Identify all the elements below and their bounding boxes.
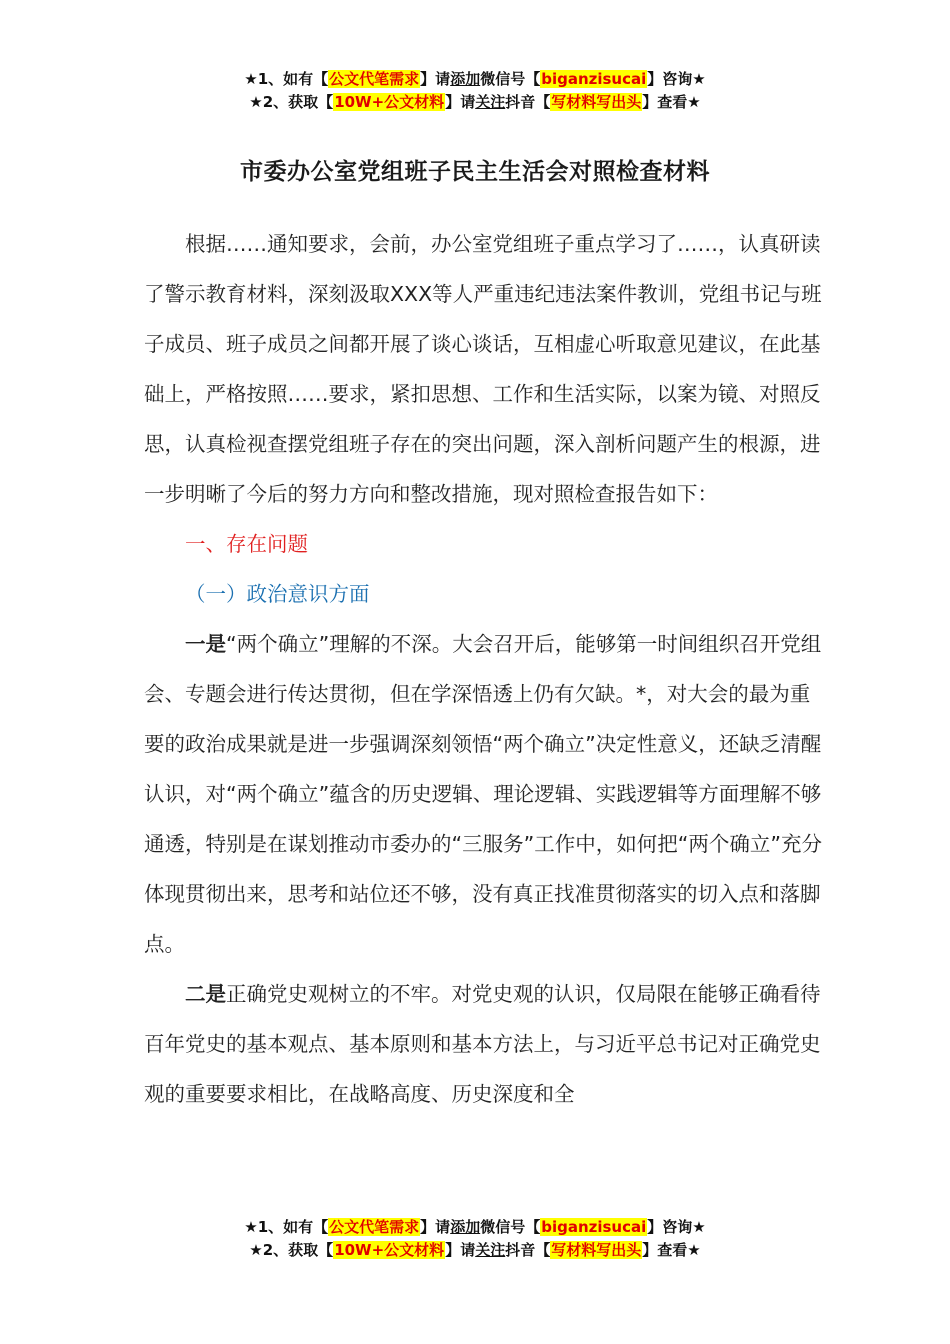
header-banner: [0, 68, 950, 114]
banner-highlight: 公文代笔需求: [329, 70, 420, 88]
banner-wechat-id: biganzisucai: [541, 1218, 647, 1236]
banner-line-2: [0, 1239, 950, 1262]
banner-text: ★1、如有【: [244, 1218, 329, 1236]
banner-wechat-id: biganzisucai: [541, 70, 647, 88]
banner-highlight: 公文代笔需求: [329, 1218, 420, 1236]
banner-text: 】查看★: [642, 1241, 701, 1259]
banner-text: 抖音【: [505, 93, 551, 111]
banner-text: 微信号【: [480, 1218, 541, 1236]
banner-line-2: [0, 91, 950, 114]
paragraph-text: 正确党史观树立的不牢。对党史观的认识，仅局限在能够正确看待百年党史的基本观点、基本原则和基本方法上，与习近平总书记对正确党史观的重要要求相比，在战略高度、历史深度和全: [144, 982, 821, 1106]
paragraph-lead: 一是: [185, 632, 226, 656]
banner-underline: 关注: [475, 93, 506, 111]
document-body: [144, 219, 824, 1119]
paragraph-text: “两个确立”理解的不深。大会召开后，能够第一时间组织召开党组会、专题会进行传达贯彻，但在学深悟透上仍有欠缺。*，对大会的最为重要的政治成果就是进一步强调深刻领悟“两个确立”决定性意义，还缺乏清醒认识，对“两个确立”蕴含的历史逻辑、理论逻辑、实践逻辑等方面理解不够通透，特别是在谋划推动市委办的“三服务”工作中，如何把“两个确立”充分体现贯彻出来，思考和站位还不够，没有真正找准贯彻落实的切入点和落脚点。: [144, 632, 822, 956]
intro-paragraph: 根据……通知要求，会前，办公室党组班子重点学习了……，认真研读了警示教育材料，深刻汲取XXX等人严重违纪违法案件教训，党组书记与班子成员、班子成员之间都开展了谈心谈话，互相虚心听取意见建议，在此基础上，严格按照……要求，紧扣思想、工作和生活实际，以案为镜、对照反思，认真检视查摆党组班子存在的突出问题，深入剖析问题产生的根源，进一步明晰了今后的努力方向和整改措施，现对照检查报告如下：: [144, 232, 822, 506]
banner-douyin-id: 写材料写出头: [551, 1241, 642, 1259]
banner-douyin-id: 写材料写出头: [551, 93, 642, 111]
banner-line-1: [0, 68, 950, 91]
banner-text: ★2、获取【: [249, 93, 334, 111]
banner-underline: 添加: [450, 1218, 481, 1236]
banner-text: 】咨询★: [647, 70, 706, 88]
banner-text: ★2、获取【: [249, 1241, 334, 1259]
banner-text: 】查看★: [642, 93, 701, 111]
subsection-heading: （一）政治意识方面: [185, 582, 370, 606]
banner-text: 】请: [445, 93, 476, 111]
body-paragraph: [144, 969, 824, 1119]
banner-highlight: 10W+公文材料: [334, 93, 445, 111]
document-title: 市委办公室党组班子民主生活会对照检查材料: [240, 159, 710, 185]
banner-underline: 添加: [450, 70, 481, 88]
banner-text: 抖音【: [505, 1241, 551, 1259]
banner-line-1: [0, 1216, 950, 1239]
banner-highlight: 10W+公文材料: [334, 1241, 445, 1259]
banner-text: 】咨询★: [647, 1218, 706, 1236]
banner-text: 微信号【: [480, 70, 541, 88]
banner-text: 】请: [420, 1218, 451, 1236]
banner-underline: 关注: [475, 1241, 506, 1259]
body-paragraph: [144, 619, 824, 969]
banner-text: ★1、如有【: [244, 70, 329, 88]
footer-banner: [0, 1216, 950, 1262]
banner-text: 】请: [420, 70, 451, 88]
paragraph-lead: 二是: [185, 982, 226, 1006]
banner-text: 】请: [445, 1241, 476, 1259]
section-heading: 一、存在问题: [185, 532, 308, 556]
